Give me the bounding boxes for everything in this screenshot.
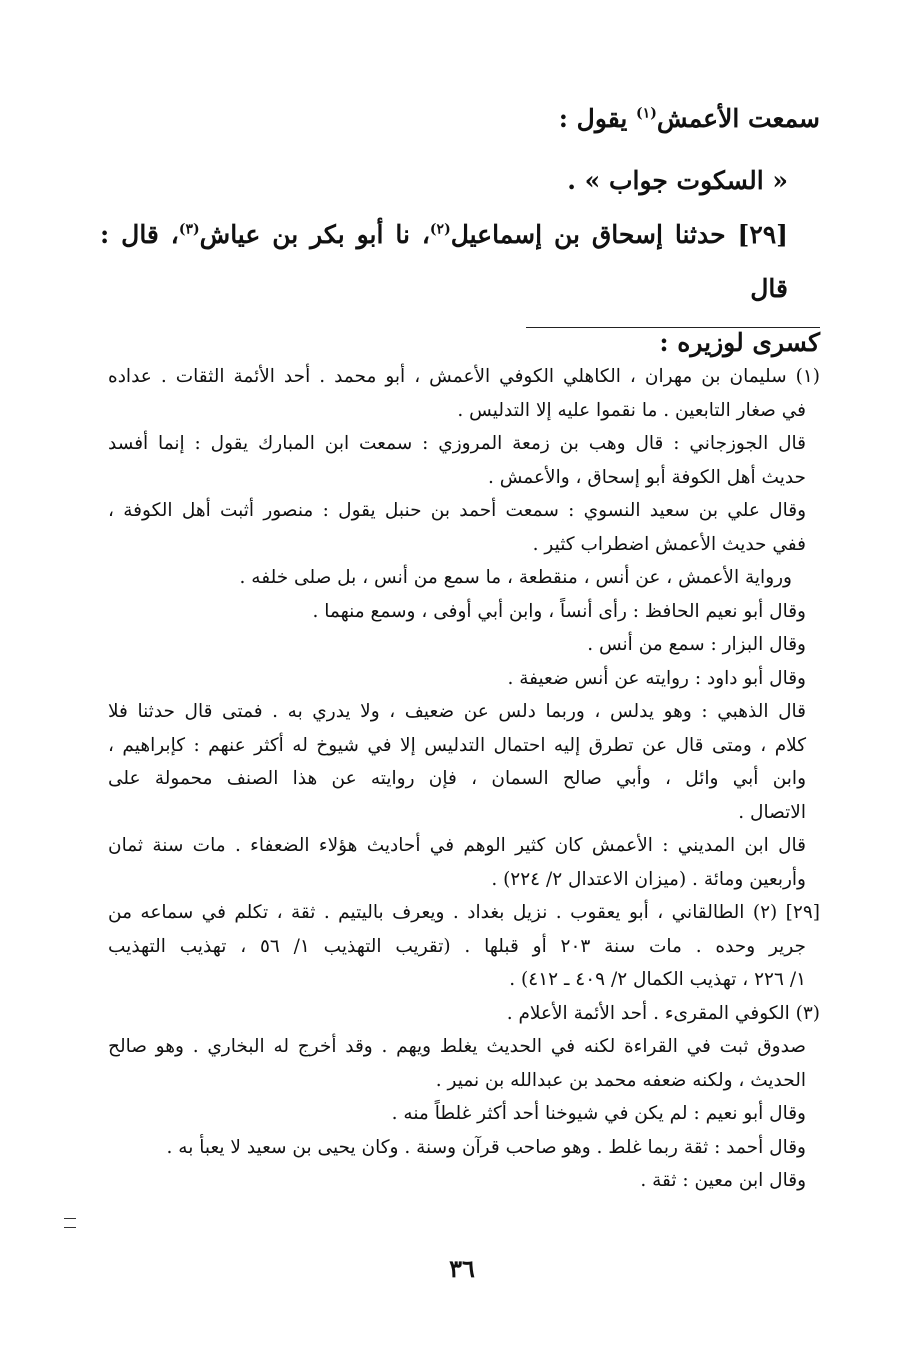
footnote-line: الحديث ، ولكنه ضعفه محمد بن عبدالله بن نمير . bbox=[435, 1069, 806, 1091]
main-line-3 bbox=[100, 208, 820, 316]
main-line-2-text: « السكوت جواب » . bbox=[567, 166, 788, 195]
footnote-ref-1: (١) bbox=[636, 105, 657, 122]
footnote-line: وقال أبو نعيم الحافظ : رأى أنساً ، وابن أبي أوفى ، وسمع منهما . bbox=[312, 600, 806, 622]
main-line-1 bbox=[100, 92, 820, 146]
footnote-line: [٢٩] (٢) الطالقاني ، أبو يعقوب . نزيل بغداد . ويعرف باليتيم . ثقة ، تكلم في سماعه من bbox=[108, 902, 820, 923]
footnote-ref-2: (٢) bbox=[429, 221, 451, 238]
footnote-line: حديث أهل الكوفة أبو إسحاق ، والأعمش . bbox=[487, 466, 806, 488]
footnote-line: (١) سليمان بن مهران ، الكاهلي الكوفي الأعمش ، أبو محمد . أحد الأئمة الثقات . عداده bbox=[108, 366, 820, 387]
footnote-line: كلام ، ومتى قال عن تطرق إليه احتمال التدليس إلا في شيوخ له أكثر عنهم : كإبراهيم ، bbox=[108, 734, 806, 756]
footnote-line: في صغار التابعين . ما نقموا عليه إلا التدليس . bbox=[457, 399, 806, 421]
main-line-3-text-c: ، قال : قال bbox=[100, 220, 788, 303]
footnote-line: وقال ابن معين : ثقة . bbox=[640, 1170, 806, 1191]
footnote-line: قال ابن المديني : الأعمش كان كثير الوهم في أحاديث هؤلاء الضعفاء . مات سنة ثمان bbox=[108, 835, 806, 856]
footnote-line: ففي حديث الأعمش اضطراب كثير . bbox=[532, 533, 806, 555]
footnote-line: وقال أبو داود : روايته عن أنس ضعيفة . bbox=[507, 667, 806, 689]
footnote-line: ورواية الأعمش ، عن أنس ، منقطعة ، ما سمع من أنس ، بل صلى خلفه . bbox=[239, 567, 792, 588]
footnote-ref-3: (٣) bbox=[178, 221, 200, 238]
footnote-line: الاتصال . bbox=[738, 801, 806, 823]
main-line-1-text-b: يقول : bbox=[558, 104, 637, 133]
footnotes bbox=[108, 360, 820, 1198]
main-line-2 bbox=[100, 154, 820, 208]
footnote-line: ١/ ٢٢٦ ، تهذيب الكمال ٢/ ٤٠٩ ـ ٤١٢) . bbox=[509, 969, 806, 990]
main-line-4-text: كسرى لوزيره : bbox=[659, 328, 820, 357]
footnote-line: قال الذهبي : وهو يدلس ، وربما دلس عن ضعيف ، ولا يدري به . فمتى قال حدثنا فلا bbox=[108, 701, 806, 722]
footnote-line: وقال أبو نعيم : لم يكن في شيوخنا أحد أكثر غلطاً منه . bbox=[391, 1103, 806, 1124]
footnote-line: وأربعين ومائة . (ميزان الاعتدال ٢/ ٢٢٤) . bbox=[491, 868, 806, 890]
footnote-line: وقال أحمد : ثقة ربما غلط . وهو صاحب قرآن وسنة . وكان يحيى بن سعيد لا يعبأ به . bbox=[166, 1136, 806, 1158]
footnote-line: جرير وحده . مات سنة ٢٠٣ أو قبلها . (تقريب التهذيب ١/ ٥٦ ، تهذيب التهذيب bbox=[108, 935, 806, 957]
footnote-line: وقال البزار : سمع من أنس . bbox=[587, 634, 806, 655]
main-line-3-text-a: إسحاق بن إسماعيل bbox=[450, 220, 675, 249]
margin-mark bbox=[64, 1218, 76, 1228]
footnote-line: قال الجوزجاني : قال وهب بن زمعة المروزي : سمعت ابن المبارك يقول : إنما أفسد bbox=[108, 433, 806, 454]
page-number: ٣٦ bbox=[449, 1254, 475, 1283]
main-line-3-text-b: ، نا أبو بكر بن عياش bbox=[199, 220, 430, 249]
footnote-line: وابن أبي وائل ، وأبي صالح السمان ، فإن روايته عن هذا الصنف محمولة على bbox=[108, 768, 806, 789]
hadith-number: [٢٩] حدثنا bbox=[674, 220, 789, 249]
main-text bbox=[100, 92, 820, 370]
footnote-line: صدوق ثبت في القراءة لكنه في الحديث يغلط ويهم . وقد أخرج له البخاري . وهو صالح bbox=[108, 1036, 806, 1057]
footnote-separator bbox=[526, 327, 820, 328]
footnote-line: وقال علي بن سعيد النسوي : سمعت أحمد بن حنبل يقول : منصور أثبت أهل الكوفة ، bbox=[108, 500, 806, 521]
main-line-1-text-a: سمعت الأعمش bbox=[656, 104, 820, 133]
footnote-line: (٣) الكوفي المقرىء . أحد الأئمة الأعلام . bbox=[506, 1002, 820, 1024]
